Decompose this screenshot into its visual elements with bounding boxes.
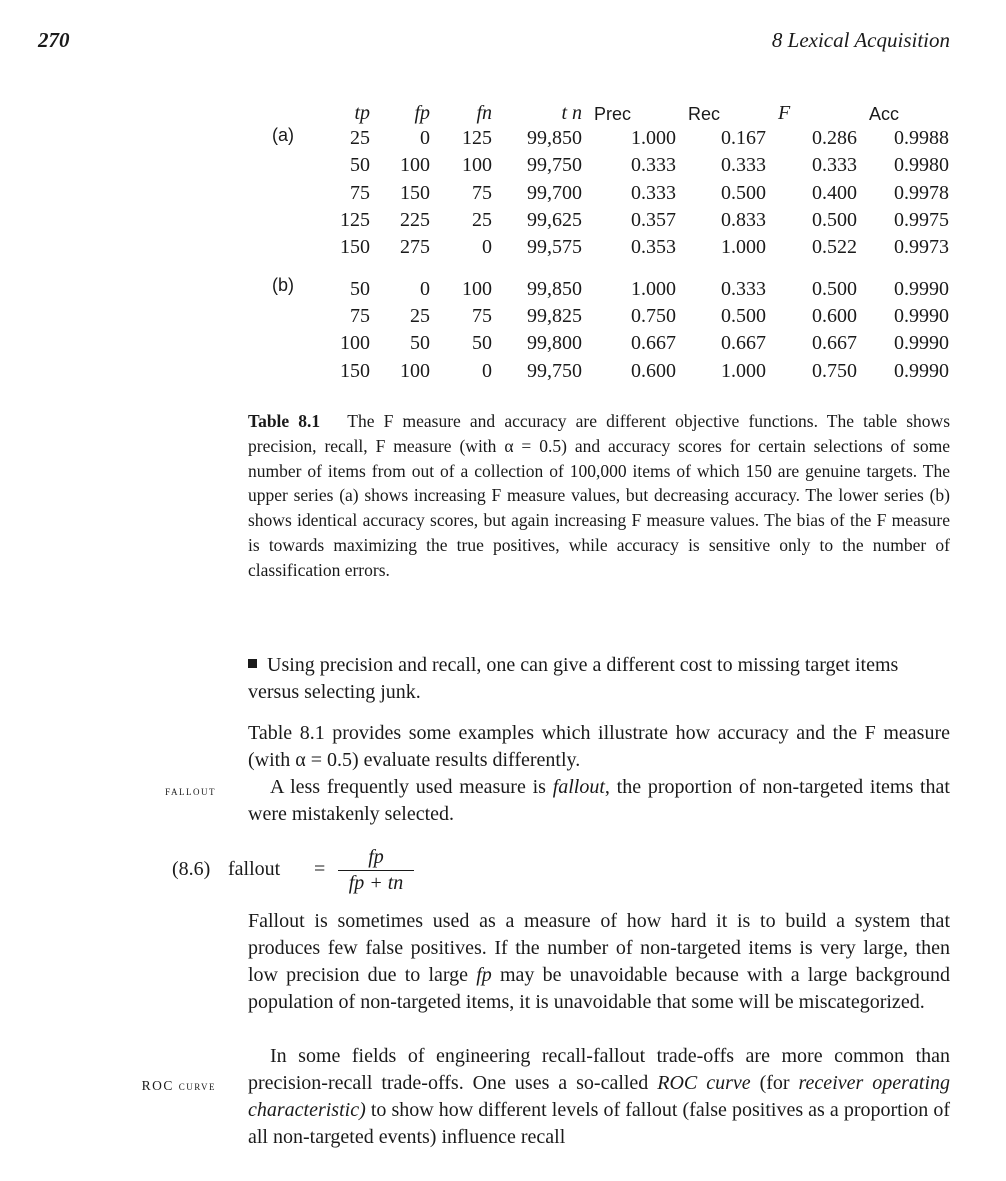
col-rec-header: Rec [688,104,721,124]
table-row: 100 50 50 99,800 0.667 0.667 0.667 0.9990 [340,332,949,355]
term-roc-expansion: receiver operating characteristic) [248,1072,951,1121]
table-row: (b) 50 0 100 99,850 1.000 0.333 0.500 0.9990 [272,275,949,302]
paragraph-roc: In some fields of engineering recall-fallout trade-offs are more common than precision-recall trade-offs. One uses a so-called ROC curve (for receiver operating characteristic) to show how different levels of fallout (false positives as a proportion of all non-targeted events) influence recall [248,1045,951,1148]
page-number: 270 [38,28,70,52]
paragraph-fallout-usage: Fallout is sometimes used as a measure of how hard it is to build a system that produces few false positives. If the number of non-targeted items is very large, then low precision due to large fp may be unavoidable because with a large background population of non-targeted items, it is unavoidable that some will be miscategorized. [248,910,950,1013]
table-header-row [272,92,949,125]
series-a-rows [272,125,949,261]
running-head: 8 Lexical Acquisition [771,28,950,52]
paragraph-fallout-def: A less frequently used measure is fallout, the proportion of non-targeted items that were mistakenly selected. [248,776,950,825]
table-row: 50 100 100 99,750 0.333 0.333 0.333 0.9980 [350,154,949,177]
table-row: 75 150 75 99,700 0.333 0.500 0.400 0.9978 [350,181,949,204]
caption-text: The F measure and accuracy are different objective functions. The table shows precision, recall, F measure (with α = 0.5) and accuracy scores for certain selections of some number of items from out of a collection of 100,000 items of which 150 are genuine targets. The upper series (a) shows increasing F measure values, but decreasing accuracy. The lower series (b) shows identical accuracy scores, but again increasing F measure values. The bias of the F measure is towards maximizing the true positives, while accuracy is sensitive only to the number of classification errors. [248,411,950,580]
table-row: 150 100 0 99,750 0.600 1.000 0.750 0.9990 [340,359,949,382]
term-fallout: fallout [552,776,605,798]
table-row: 75 25 75 99,825 0.750 0.500 0.600 0.9990 [350,304,949,327]
equation-denominator: fp + tn [348,872,404,894]
equation-numerator: fp [338,846,414,871]
table-row: (a) 25 0 125 99,850 1.000 0.167 0.286 0.9988 [272,125,949,152]
col-tp-header: tp [354,102,370,124]
bullet-text: Using precision and recall, one can give a different cost to missing target items versus selecting junk. [248,654,899,703]
margin-note-fallout: fallout [165,783,216,798]
bullet-square-icon [248,659,257,668]
caption-label: Table 8.1 [248,411,321,431]
equation-number: (8.6) [172,858,211,880]
equation-fraction [338,846,414,895]
equation-lhs: fallout [228,858,281,880]
term-roc-curve: ROC curve [657,1072,751,1094]
margin-note-roc-curve: ROC curve [141,1078,216,1093]
table-caption [248,409,950,583]
col-fp-header: fp [414,102,430,124]
col-tn-header: t n [561,102,582,124]
table-row: 150 275 0 99,575 0.353 1.000 0.522 0.9973 [340,236,949,259]
col-prec-header: Prec [594,104,632,124]
paragraph-table-examples: Table 8.1 provides some examples which illustrate how accuracy and the F measure (with α = 0.5) evaluate results differently. [248,722,950,771]
equation-equals: = [314,858,326,880]
series-b-label: (b) [272,275,294,296]
series-b-rows [272,275,949,384]
col-f-header: F [778,102,791,124]
bullet-item [248,652,950,706]
col-acc-header: Acc [869,104,900,124]
results-table [272,92,949,385]
series-a-label: (a) [272,125,294,145]
col-fn-header: fn [476,102,492,124]
term-fp: fp [476,964,492,986]
table-row: 125 225 25 99,625 0.357 0.833 0.500 0.9975 [340,209,949,232]
